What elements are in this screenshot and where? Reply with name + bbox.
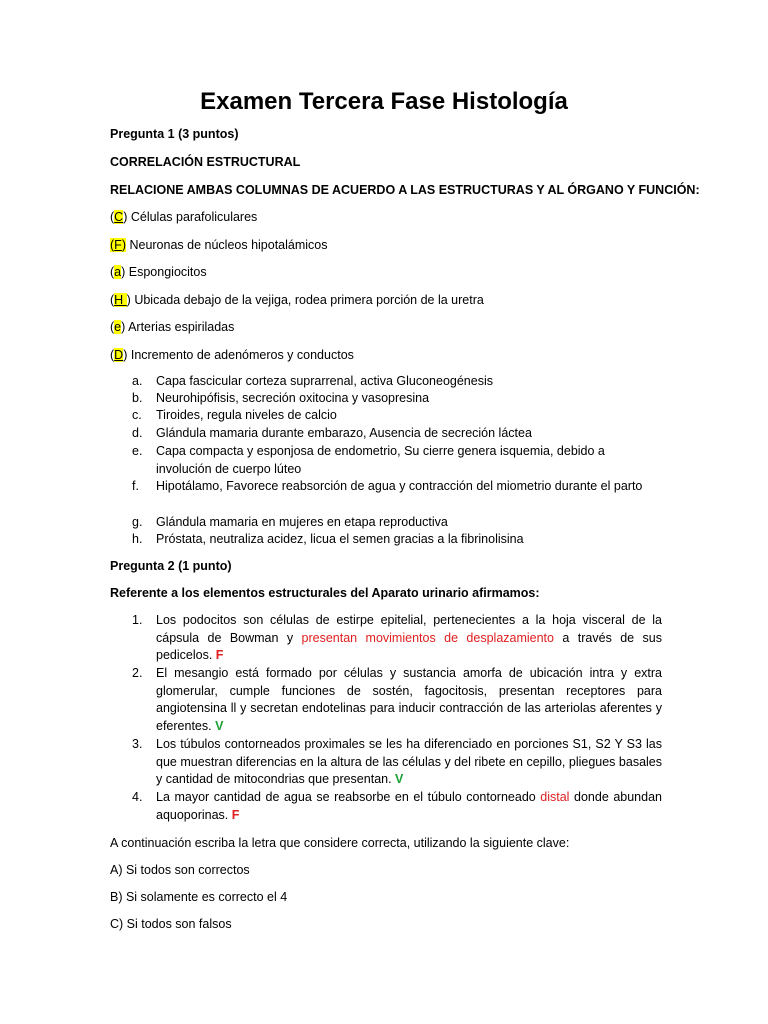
option-letter: h. [132, 532, 143, 546]
option-letter: d. [132, 426, 143, 440]
statement-number: 2. [132, 666, 143, 680]
pair-text: Arterias espiriladas [128, 320, 235, 334]
pair-item: (D) Incremento de adenómeros y conductos [110, 348, 354, 362]
option-letter: g. [132, 515, 143, 529]
statement-text-end: a través de sus pedicelos. [156, 630, 662, 662]
statement-number: 1. [132, 613, 143, 627]
statement-text: Los podocitos son células de estirpe epitelial, pertenecientes a la hoja visceral de la cápsula de Bowman y [156, 613, 662, 645]
pair-text: Neuronas de núcleos hipotalámicos [129, 238, 328, 252]
statement-text: El mesangio está formado por células y sustancia amorfa de ubicación intra y extra glomerular, cumple funciones de sostén, fagocitosis, presentan receptores para angiotensina ll y secretan endotelinas para inducir contracción de las arteriolas aferentes y eferentes. [156, 666, 662, 733]
true-mark: V [215, 718, 224, 733]
pair-text: Células parafoliculares [130, 210, 258, 224]
option-text: Próstata, neutraliza acidez, licua el semen gracias a la fibrinolisina [156, 532, 524, 546]
page-title: Examen Tercera Fase Histología [200, 88, 568, 115]
pair-item: (F) Neuronas de núcleos hipotalámicos [110, 238, 328, 252]
q1-subheading: CORRELACIÓN ESTRUCTURAL [110, 155, 301, 169]
option-text: Neurohipófisis, secreción oxitocina y vasopresina [156, 391, 430, 405]
q1-instruction: RELACIONE AMBAS COLUMNAS DE ACUERDO A LAS ESTRUCTURAS Y AL ÓRGANO Y FUNCIÓN: [110, 183, 700, 197]
option-letter: a. [132, 374, 143, 388]
statement-text: La mayor cantidad de agua se reabsorbe en el túbulo contorneado [156, 790, 541, 804]
option-text: Glándula mamaria durante embarazo, Ausencia de secreción láctea [156, 426, 532, 440]
false-mark: F [231, 807, 240, 822]
option-letter: b. [132, 391, 143, 405]
pair-text: Incremento de adenómeros y conductos [130, 348, 354, 362]
option-text: Glándula mamaria en mujeres en etapa reproductiva [156, 515, 448, 529]
pair-text: Ubicada debajo de la vejiga, rodea primera porción de la uretra [134, 293, 484, 307]
false-mark: F [215, 648, 224, 662]
pair-item: (a) Espongiocitos [110, 265, 207, 279]
option-letter: e. [132, 444, 143, 458]
answer-key: A) Si todos son correctos [110, 863, 250, 877]
statement-number: 4. [132, 790, 143, 804]
statement-highlight: distal [540, 790, 570, 804]
pair-item: (C) Células parafoliculares [110, 210, 258, 224]
statement-text: Los túbulos contorneados proximales se les ha diferenciado en porciones S1, S2 Y S3 las que muestran diferencias en la altura de las células y del ribete en cepillo, pliegues basales y cantidad de mitocondrias que presentan. [156, 737, 662, 786]
pair-answer: D [114, 348, 124, 362]
statement-text-end: donde abundan aquoporinas. [156, 790, 662, 822]
statement-highlight: presentan movimientos de desplazamiento [301, 630, 554, 645]
pair-answer: H [114, 293, 127, 307]
statement-number: 3. [132, 737, 143, 751]
pair-answer: C [114, 210, 124, 224]
option-text: Capa fascicular corteza suprarrenal, activa Gluconeogénesis [156, 374, 493, 388]
q2-intro: Referente a los elementos estructurales del Aparato urinario afirmamos: [110, 586, 540, 600]
true-mark: V [395, 772, 404, 786]
pair-answer: e [114, 320, 122, 334]
answer-key: C) Si todos son falsos [110, 917, 232, 931]
pair-answer: F [114, 238, 122, 252]
pair-item: (H ) Ubicada debajo de la vejiga, rodea primera porción de la uretra [110, 293, 484, 307]
pair-text: Espongiocitos [128, 265, 207, 279]
pair-item: (e) Arterias espiriladas [110, 320, 235, 334]
option-letter: c. [132, 408, 142, 422]
option-text: Capa compacta y esponjosa de endometrio, Su cierre genera isquemia, debido a involución de cuerpo lúteo [156, 444, 605, 476]
option-letter: f. [132, 479, 139, 493]
answer-key: B) Si solamente es correcto el 4 [110, 890, 288, 904]
pair-answer: a [114, 265, 122, 279]
q1-heading: Pregunta 1 (3 puntos) [110, 127, 239, 141]
option-text: Tiroides, regula niveles de calcio [156, 408, 337, 422]
option-text: Hipotálamo, Favorece reabsorción de agua y contracción del miometrio durante el parto [156, 479, 643, 493]
q2-instruction: A continuación escriba la letra que considere correcta, utilizando la siguiente clave: [110, 836, 570, 850]
q2-heading: Pregunta 2 (1 punto) [110, 559, 232, 573]
